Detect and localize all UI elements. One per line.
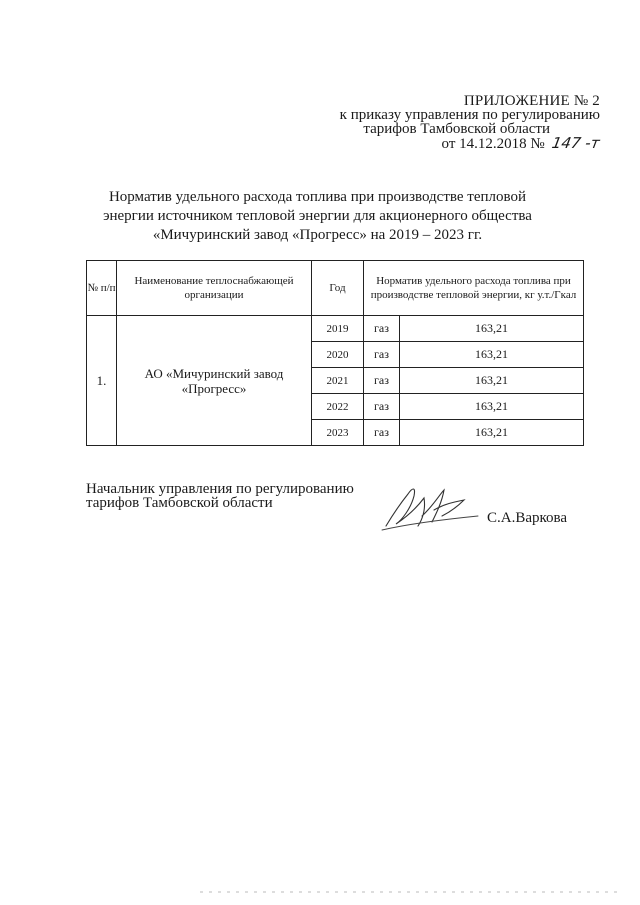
value-cell: 163,21: [400, 316, 584, 342]
fuel-cell: газ: [364, 368, 400, 394]
value-cell: 163,21: [400, 368, 584, 394]
header-num: № п/п: [87, 261, 117, 316]
table-header-row: [87, 261, 584, 316]
value-cell: 163,21: [400, 342, 584, 368]
fuel-cell: газ: [364, 342, 400, 368]
header-year: Год: [312, 261, 364, 316]
heading-line-1: Норматив удельного расхода топлива при производстве тепловой: [108, 189, 527, 205]
order-number-handwritten: 147 -т: [550, 134, 602, 152]
scan-artifact-line: [200, 890, 620, 894]
fuel-cell: газ: [364, 420, 400, 446]
fuel-cell: газ: [364, 394, 400, 420]
position-line-1: Начальник управления по регулированию: [86, 481, 354, 497]
value-cell: 163,21: [400, 394, 584, 420]
appendix-title: ПРИЛОЖЕНИЕ № 2: [463, 93, 600, 109]
year-cell: 2021: [312, 368, 364, 394]
heading-line-3: «Мичуринский завод «Прогресс» на 2019 – 2023 гг.: [152, 227, 483, 243]
value-cell: 163,21: [400, 420, 584, 446]
year-cell: 2022: [312, 394, 364, 420]
row-num: 1.: [87, 316, 117, 446]
appendix-authority: тарифов Тамбовской области: [363, 121, 550, 137]
header-org: Наименование теплоснабжающей организации: [117, 261, 312, 316]
signer-name: С.А.Варкова: [487, 510, 568, 526]
year-cell: 2020: [312, 342, 364, 368]
row-org: АО «Мичуринский завод «Прогресс»: [117, 316, 312, 446]
fuel-cell: газ: [364, 316, 400, 342]
year-cell: 2019: [312, 316, 364, 342]
appendix-header: [340, 94, 600, 151]
document-heading: [40, 188, 595, 245]
appendix-date-line: [340, 136, 600, 151]
table-row: [87, 316, 584, 342]
header-norm: Норматив удельного расхода топлива при производстве тепловой энергии, кг у.т./Гкал: [364, 261, 584, 316]
signatory-position: [86, 482, 354, 510]
heading-line-2: энергии источником тепловой энергии для акционерного общества: [103, 208, 532, 224]
handwritten-signature: [378, 476, 488, 536]
norm-table: [86, 260, 584, 446]
year-cell: 2023: [312, 420, 364, 446]
position-line-2: тарифов Тамбовской области: [86, 495, 273, 511]
appendix-order-ref: к приказу управления по регулированию: [339, 107, 600, 123]
appendix-date: от 14.12.2018 №: [441, 136, 545, 152]
